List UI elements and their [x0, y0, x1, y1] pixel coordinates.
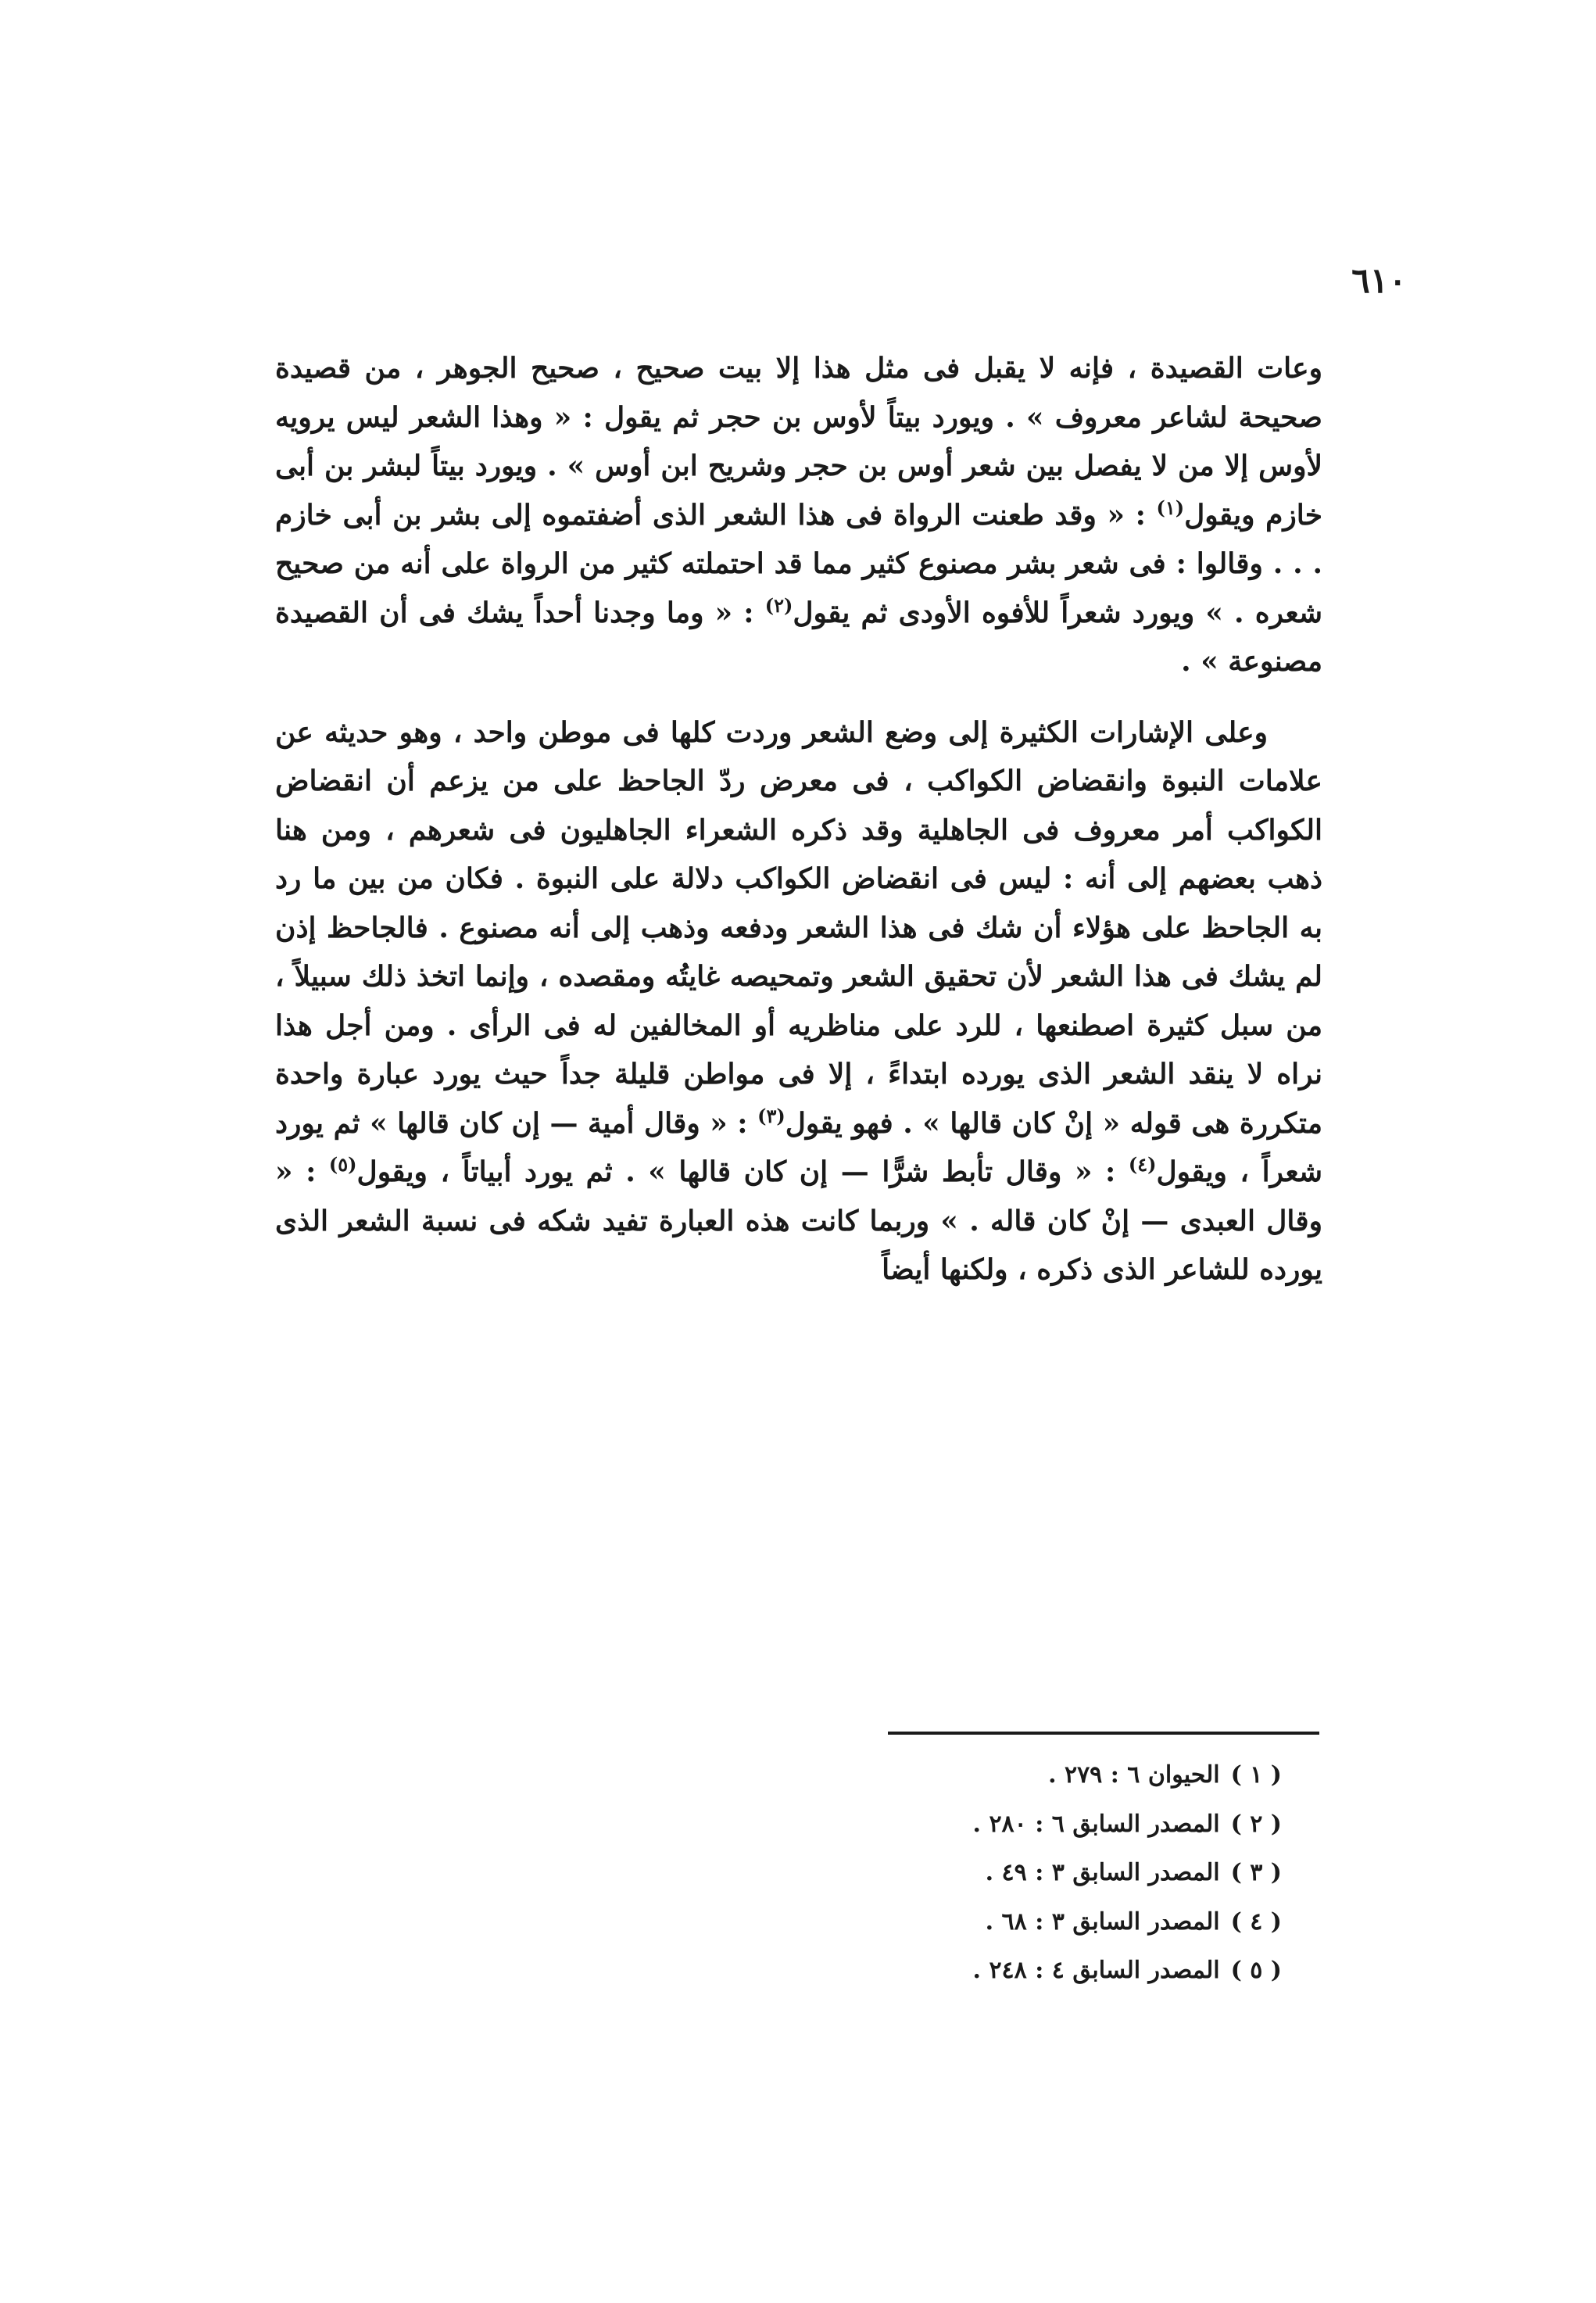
text-run: وعلى الإشارات الكثيرة إلى وضع الشعر وردت كلها فى موطن واحد ، وهو حديثه عن علامات النبوة وانقضاض الكواكب ، فى معرض ردّ الجاحظ على من يزعم أن انقضاض الكواكب أمر معروف فى الجاهلية وقد ذكره الشعراء الجاهليون فى شعرهم ، ومن هنا ذهب بعضهم إلى أنه : ليس فى انقضاض الكواكب دلالة على النبوة . فكان من بين ما رد به الجاحظ على هؤلاء أن شك فى هذا الشعر ودفعه وذهب إلى أنه مصنوع . فالجاحظ إذن لم يشك فى هذا الشعر لأن تحقيق الشعر وتمحيصه غايتُه ومقصده ، وإنما اتخذ ذلك سبيلاً ، من سبل كثيرة اصطنعها ، للرد على مناظريه أو المخالفين له فى الرأى . ومن أجل هذا نراه لا ينقد الشعر الذى يورده ابتداءً ، إلا فى مواطن قليلة جداً حيث يورد عبارة واحدة متكررة هى قوله « إنْ كان قالها » . فهو يقول	[275, 715, 1322, 1140]
text-run: : « وقال تأبط شرًّا — إن كان قالها » . ثم يورد أبياتاً ، ويقول	[356, 1155, 1129, 1188]
footnote-marker: ( ٣ )	[1230, 1859, 1282, 1886]
page-number: ٦١٠	[1351, 261, 1407, 301]
footnote	[782, 1800, 1282, 1850]
footnote-reference: (٤)	[1128, 1153, 1157, 1176]
footnote-reference: (٢)	[764, 593, 793, 617]
footnote-marker: ( ٢ )	[1230, 1810, 1282, 1838]
footnote	[782, 1947, 1282, 1996]
footnote-text: المصدر السابق ٤ : ٢٤٨ .	[972, 1957, 1220, 1984]
footnote	[782, 1898, 1282, 1947]
text-run: : « وقد طعنت الرواة فى هذا الشعر الذى أضفتموه إلى بشر بن أبى خازم . . . وقالوا : فى شعر بشر مصنوع كثير مما قد احتملته كثير من الرواة على أنه من صحيح شعره . » ويورد شعراً للأفوه الأودى ثم يقول	[275, 498, 1322, 629]
footnote-divider	[888, 1732, 1319, 1735]
footnote-reference: (٣)	[757, 1104, 785, 1127]
paragraph-2	[275, 708, 1322, 1295]
footnote-marker: ( ٥ )	[1230, 1957, 1282, 1984]
footnote	[782, 1849, 1282, 1898]
footnote-text: المصدر السابق ٦ : ٢٨٠ .	[972, 1810, 1220, 1838]
footnote-text: الحيوان ٦ : ٢٧٩ .	[1048, 1761, 1220, 1789]
footnote-text: المصدر السابق ٣ : ٤٩ .	[985, 1859, 1220, 1886]
text-run: : « وقال أمية — إن كان قالها » ثم يورد شعراً ، ويقول	[275, 1106, 1322, 1188]
footnote-marker: ( ٤ )	[1230, 1907, 1282, 1936]
footnote-reference: (٥)	[328, 1153, 357, 1176]
text-run: : « وما وجدنا أحداً يشك فى أن القصيدة مصنوعة » .	[275, 596, 1322, 678]
main-text	[275, 344, 1322, 1295]
footnote	[782, 1751, 1282, 1800]
paragraph-1	[275, 344, 1322, 686]
text-run: : « وقال العبدى — إنْ كان قاله . » وربما كانت هذه العبارة تفيد شكه فى نسبة الشعر الذى يورده للشاعر الذى ذكره ، ولكنها أيضاً	[275, 1155, 1322, 1286]
footnotes	[782, 1751, 1282, 1996]
text-run: وعات القصيدة ، فإنه لا يقبل فى مثل هذا إلا بيت صحيح ، صحيح الجوهر ، من قصيدة صحيحة لشاعر معروف » . ويورد بيتاً لأوس بن حجر ثم يقول : « وهذا الشعر ليس يرويه لأوس إلا من لا يفصل بين شعر أوس بن حجر وشريح ابن أوس » . ويورد بيتاً لبشر بن أبى خازم ويقول	[275, 352, 1322, 532]
footnote-text: المصدر السابق ٣ : ٦٨ .	[985, 1907, 1220, 1936]
footnote-marker: ( ١ )	[1230, 1761, 1282, 1789]
footnote-reference: (١)	[1156, 496, 1185, 519]
